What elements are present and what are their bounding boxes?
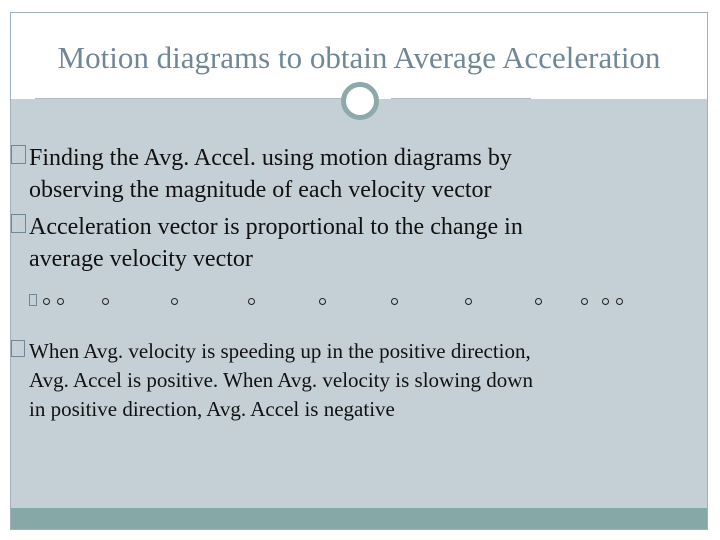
- square-outline-icon: [11, 214, 26, 233]
- motion-dot: [171, 298, 178, 305]
- slide-frame: [10, 12, 708, 530]
- square-outline-icon: [29, 294, 37, 306]
- slide-title: Motion diagrams to obtain Average Acceleration: [57, 40, 661, 75]
- motion-diagram: [29, 291, 649, 315]
- square-outline-icon: [11, 340, 25, 357]
- motion-dot: [581, 298, 588, 305]
- motion-dot: [391, 298, 398, 305]
- motion-dot: [535, 298, 542, 305]
- motion-dot: [57, 298, 64, 305]
- bullet-text-1: Finding the Avg. Accel. using motion diagrams by observing the magnitude of each velocity vector: [29, 145, 512, 203]
- square-outline-icon: [11, 145, 26, 164]
- motion-dot: [616, 298, 623, 305]
- bullet-item-2: [11, 211, 701, 275]
- bottom-band: [11, 508, 707, 529]
- circle-ring-icon: [341, 82, 379, 120]
- motion-dot: [102, 298, 109, 305]
- motion-dot: [602, 298, 609, 305]
- bullet-text-2: Acceleration vector is proportional to the change in average velocity vector: [29, 214, 523, 272]
- motion-dot: [248, 298, 255, 305]
- bullet-text-3: When Avg. velocity is speeding up in the positive direction, Avg. Accel is positive. When Avg. velocity is slowing down in positive direction, Avg. Accel is negative: [29, 339, 533, 421]
- bullet-item-3: [11, 337, 701, 424]
- motion-dot: [319, 298, 326, 305]
- bullet-item-1: [11, 142, 701, 206]
- motion-dot: [465, 298, 472, 305]
- motion-dot: [43, 298, 50, 305]
